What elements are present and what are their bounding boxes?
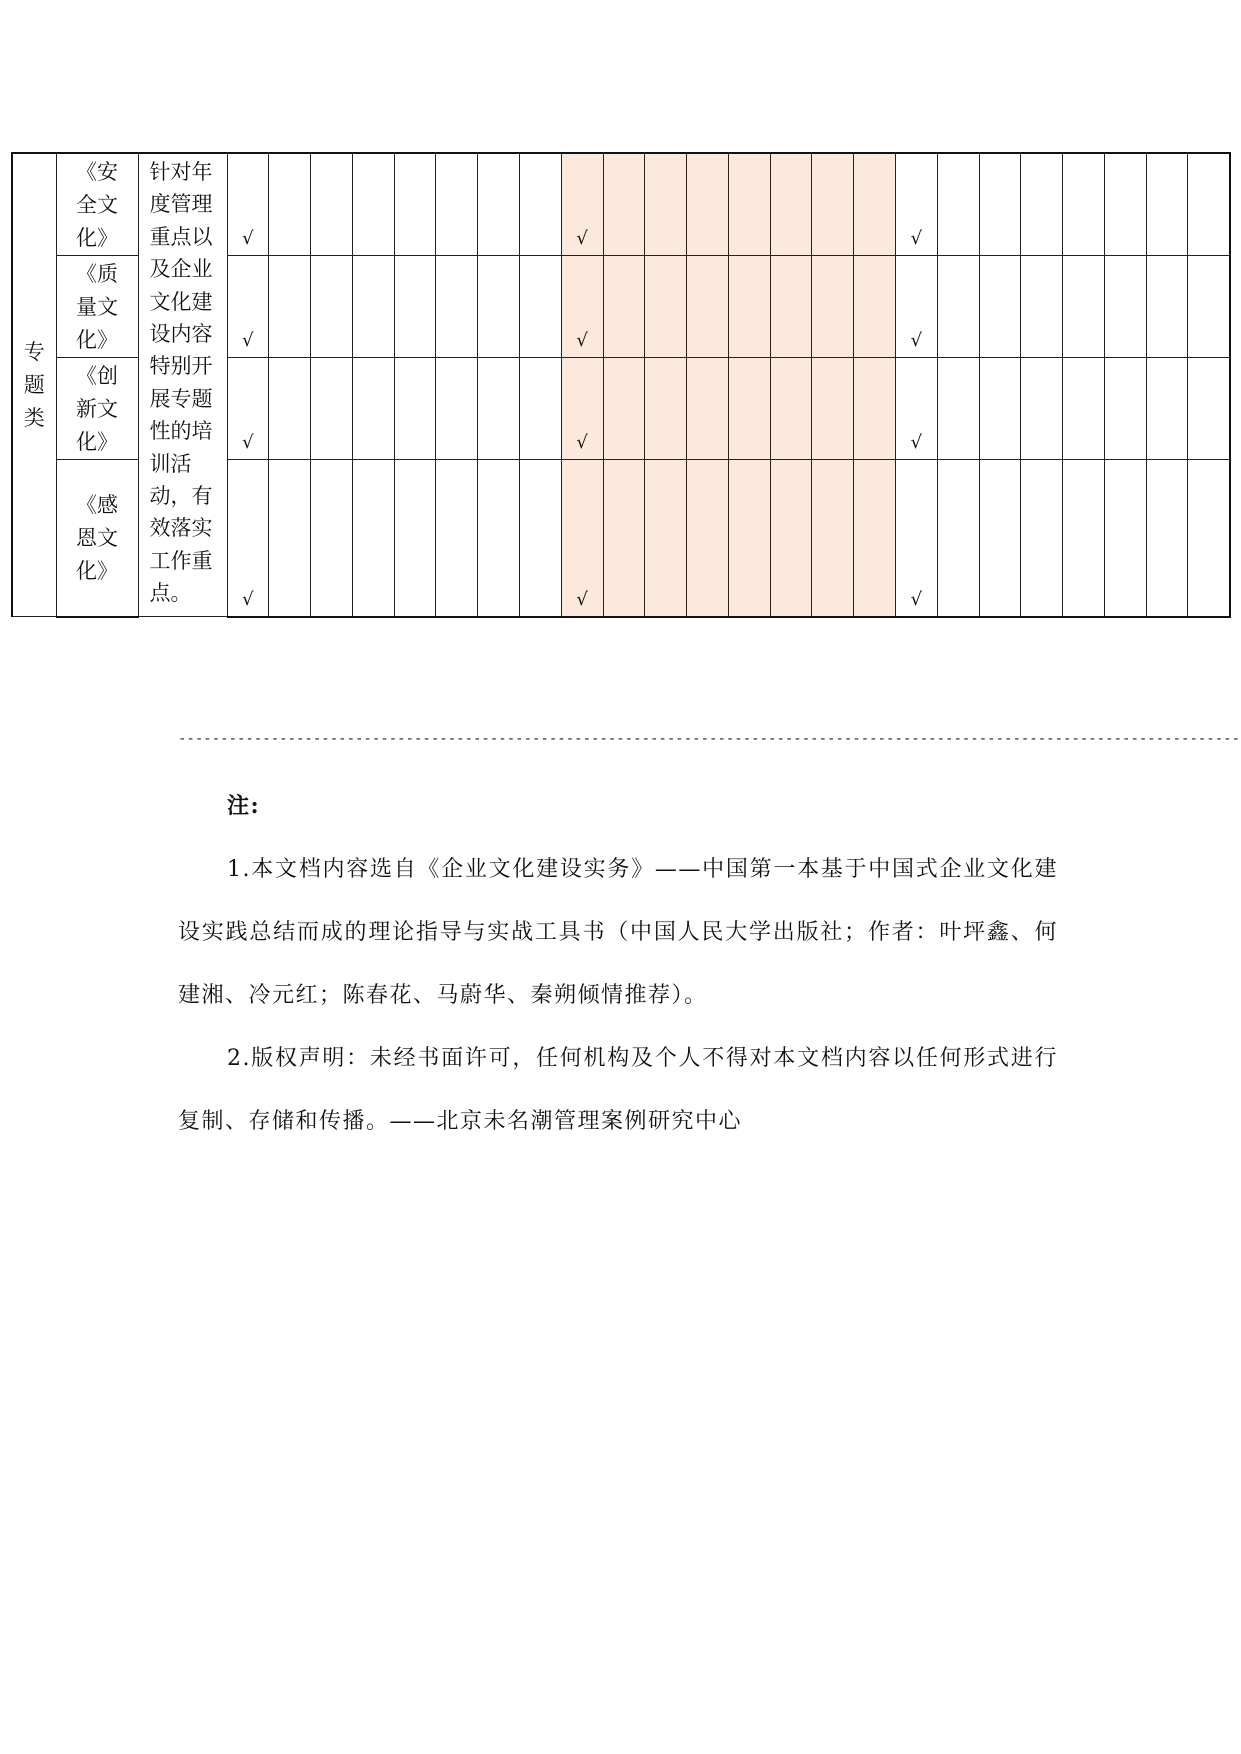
grid-cell xyxy=(1021,358,1063,460)
grid-cell xyxy=(311,460,353,617)
grid-cell xyxy=(1021,153,1063,256)
grid-cell xyxy=(1188,153,1230,256)
grid-cell xyxy=(770,358,812,460)
grid-cell xyxy=(1188,460,1230,617)
grid-cell xyxy=(979,460,1021,617)
course-name: 《安全文化》 xyxy=(76,160,118,250)
grid-cell xyxy=(227,256,269,358)
check-mark: √ xyxy=(910,330,923,351)
course-name-cell xyxy=(56,460,138,617)
category-cell xyxy=(12,153,56,617)
note-item-1: 1.本文档内容选自《企业文化建设实务》——中国第一本基于中国式企业文化建设实践总结而成的理论指导与实战工具书（中国人民大学出版社；作者：叶坪鑫、何建湘、冷元红；陈春花、马蔚华、秦朔倾情推荐）。 xyxy=(178,857,1058,1008)
grid-cell xyxy=(311,153,353,256)
grid-cell xyxy=(770,256,812,358)
check-mark: √ xyxy=(910,588,923,610)
grid-cell xyxy=(728,153,770,256)
course-name: 《质量文化》 xyxy=(76,262,118,352)
grid-cell xyxy=(227,460,269,617)
grid-cell xyxy=(269,256,311,358)
grid-cell xyxy=(770,460,812,617)
grid-cell xyxy=(1104,256,1146,358)
grid-cell xyxy=(770,153,812,256)
training-table xyxy=(11,152,1231,618)
grid-cell xyxy=(1104,358,1146,460)
grid-cell xyxy=(896,460,938,617)
grid-cell xyxy=(896,153,938,256)
check-mark: √ xyxy=(576,228,588,249)
grid-cell xyxy=(812,460,854,617)
category-label: 专题类 xyxy=(23,339,45,430)
grid-cell xyxy=(645,460,687,617)
grid-cell xyxy=(687,358,729,460)
note-item-2: 2.版权声明：未经书面许可，任何机构及个人不得对本文档内容以任何形式进行复制、存储和传播。——北京未名潮管理案例研究中心 xyxy=(178,1046,1058,1134)
grid-cell xyxy=(603,153,645,256)
grid-cell xyxy=(352,358,394,460)
grid-cell xyxy=(394,460,436,617)
grid-cell xyxy=(687,256,729,358)
grid-cell xyxy=(937,256,979,358)
course-name: 《感恩文化》 xyxy=(76,493,118,584)
grid-cell xyxy=(645,153,687,256)
grid-cell xyxy=(436,460,478,617)
grid-cell xyxy=(352,460,394,617)
grid-cell xyxy=(1188,358,1230,460)
grid-cell xyxy=(812,256,854,358)
grid-cell xyxy=(561,153,603,256)
grid-cell xyxy=(519,460,561,617)
grid-cell xyxy=(1063,460,1105,617)
grid-cell xyxy=(269,460,311,617)
grid-cell xyxy=(1063,256,1105,358)
grid-cell xyxy=(687,460,729,617)
grid-cell xyxy=(937,460,979,617)
table-row xyxy=(12,153,1230,256)
course-name-cell xyxy=(56,153,138,256)
check-mark: √ xyxy=(576,432,588,453)
check-mark: √ xyxy=(576,588,588,610)
grid-cell xyxy=(603,358,645,460)
description-cell: 针对年度管理重点以及企业文化建设内容特别开展专题性的培训活动，有效落实工作重点。 xyxy=(138,153,227,617)
grid-cell xyxy=(728,460,770,617)
grid-cell xyxy=(645,358,687,460)
grid-cell xyxy=(519,153,561,256)
separator-line: ------------------------------------------------------------------------------------------------------------------------------ xyxy=(178,731,1241,747)
check-mark: √ xyxy=(242,588,254,610)
grid-cell xyxy=(478,256,520,358)
course-name-cell xyxy=(56,358,138,460)
grid-cell xyxy=(854,153,896,256)
grid-cell xyxy=(561,256,603,358)
grid-cell xyxy=(937,358,979,460)
grid-cell xyxy=(687,153,729,256)
grid-cell xyxy=(979,153,1021,256)
grid-cell xyxy=(603,256,645,358)
grid-cell xyxy=(979,256,1021,358)
grid-cell xyxy=(854,460,896,617)
grid-cell xyxy=(227,358,269,460)
grid-cell xyxy=(269,358,311,460)
grid-cell xyxy=(478,358,520,460)
check-mark: √ xyxy=(242,330,254,351)
grid-cell xyxy=(311,256,353,358)
grid-cell xyxy=(478,153,520,256)
course-name: 《创新文化》 xyxy=(76,364,118,454)
grid-cell xyxy=(352,256,394,358)
grid-cell xyxy=(394,358,436,460)
check-mark: √ xyxy=(576,330,588,351)
grid-cell xyxy=(561,460,603,617)
check-mark: √ xyxy=(910,228,923,249)
grid-cell xyxy=(979,358,1021,460)
grid-cell xyxy=(519,358,561,460)
grid-cell xyxy=(352,153,394,256)
grid-cell xyxy=(436,256,478,358)
grid-cell xyxy=(1146,358,1188,460)
grid-cell xyxy=(394,153,436,256)
grid-cell xyxy=(728,358,770,460)
grid-cell xyxy=(1146,153,1188,256)
grid-cell xyxy=(1146,256,1188,358)
grid-cell xyxy=(1146,460,1188,617)
grid-cell xyxy=(436,358,478,460)
grid-cell xyxy=(645,256,687,358)
check-mark: √ xyxy=(910,432,923,453)
grid-cell xyxy=(603,460,645,617)
grid-cell xyxy=(1063,358,1105,460)
grid-cell xyxy=(394,256,436,358)
grid-cell xyxy=(1021,460,1063,617)
grid-cell xyxy=(1021,256,1063,358)
grid-cell xyxy=(812,358,854,460)
grid-cell xyxy=(728,256,770,358)
grid-cell xyxy=(478,460,520,617)
grid-cell xyxy=(1104,153,1146,256)
grid-cell xyxy=(311,358,353,460)
check-mark: √ xyxy=(242,432,254,453)
grid-cell xyxy=(436,153,478,256)
grid-cell xyxy=(896,256,938,358)
grid-cell xyxy=(896,358,938,460)
notes-section xyxy=(178,775,1058,1153)
grid-cell xyxy=(1104,460,1146,617)
grid-cell xyxy=(227,153,269,256)
check-mark: √ xyxy=(242,228,254,249)
grid-cell xyxy=(854,358,896,460)
notes-heading: 注: xyxy=(227,793,261,819)
grid-cell xyxy=(1063,153,1105,256)
grid-cell xyxy=(1188,256,1230,358)
grid-cell xyxy=(269,153,311,256)
grid-cell xyxy=(812,153,854,256)
grid-cell xyxy=(854,256,896,358)
grid-cell xyxy=(561,358,603,460)
course-name-cell xyxy=(56,256,138,358)
grid-cell xyxy=(937,153,979,256)
grid-cell xyxy=(519,256,561,358)
